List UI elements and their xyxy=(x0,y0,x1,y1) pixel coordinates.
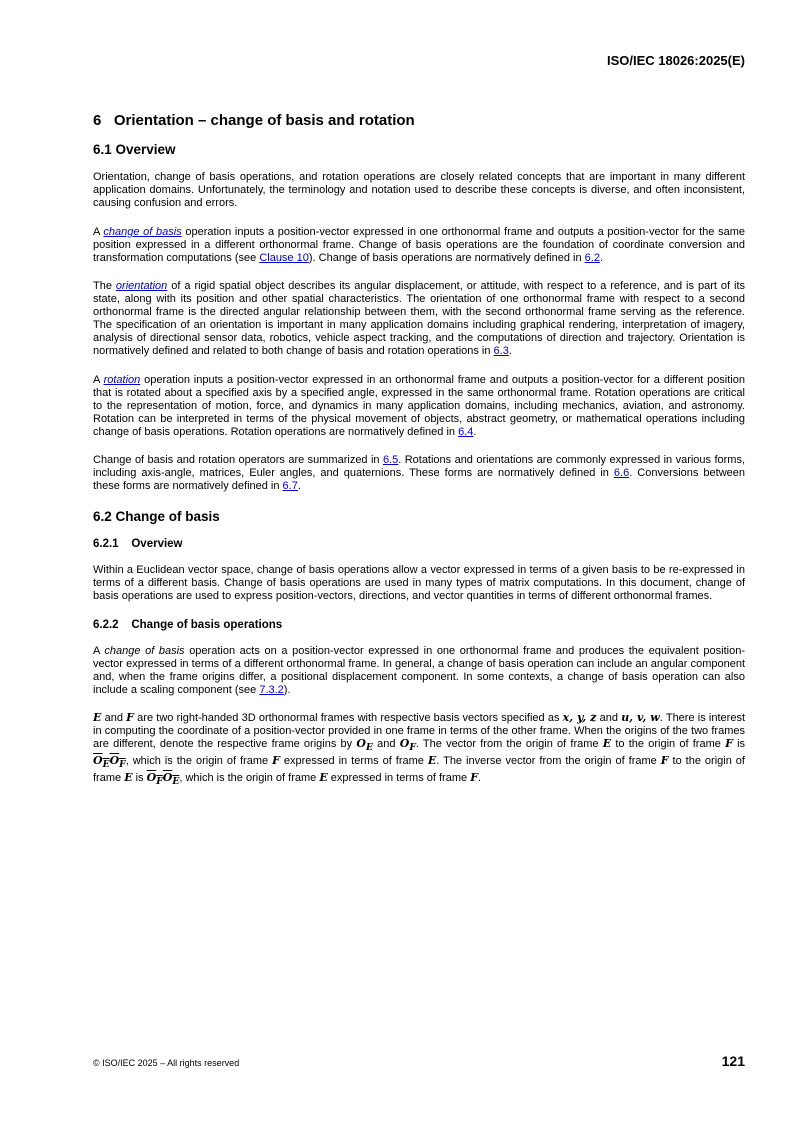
paragraph-change-of-basis: A change of basis operation inputs a position-vector expressed in one orthonormal frame and outputs a position-vector for the same position expressed in a different orthonormal frame. Change of basis operations are the foundation of coordinate conversion and transformation computations (see Clause 10). Change of basis operations are normatively defined in 6.2. xyxy=(93,225,745,264)
link-6-3[interactable]: 6.3 xyxy=(493,344,509,357)
term-link-orientation[interactable]: orientation xyxy=(115,280,168,293)
section-6-2-1-heading: 6.2.1 Overview xyxy=(93,538,183,551)
link-7-3-2[interactable]: 7.3.2 xyxy=(259,683,284,696)
link-6-4[interactable]: 6.4 xyxy=(458,425,474,438)
page-number: 121 xyxy=(721,1053,745,1069)
paragraph-summary: Change of basis and rotation operators are summarized in 6.5. Rotations and orientations are commonly expressed in various forms, including axis-angle, matrices, Euler angles, and quaternions. These forms are normatively defined in 6.6. Conversions between these forms are normatively defined in 6.7. xyxy=(93,454,745,493)
paragraph-6-2-1-overview: Within a Euclidean vector space, change of basis operations allow a vector expressed in terms of a given basis to be re-expressed in terms of a different basis. Change of basis operations are used in many types of matrix computations. In this document, change of basis operations are used to express position-vectors, directions, and vector quantities in terms of different orthonormal frames. xyxy=(93,564,745,602)
paragraph-6-1-intro: Orientation, change of basis operations, and rotation operations are closely related concepts that are important in many different application domains. Unfortunately, the terminology and notation used to describe these concepts is diverse, and often inconsistent, causing confusion and errors. xyxy=(93,171,745,209)
section-6-2-2-heading: 6.2.2 Change of basis operations xyxy=(93,618,283,631)
copyright-notice: © ISO/IEC 2025 – All rights reserved xyxy=(93,1058,240,1068)
section-6-heading: 6 Orientation – change of basis and rotation xyxy=(93,112,415,129)
paragraph-rotation: A rotation operation inputs a position-vector expressed in an orthonormal frame and outputs a position-vector for a different position that is rotated about a specified axis by a specified angle, expressed in the same orthonormal frame. Rotation operations are critical to the representation of motion, force, and dynamics in many application domains, including mechanics, aviation, and astronomy. Rotation can be interpreted in terms of the physical movement of objects, abstract geometry, or mathematical operations including change of basis operations. Rotation operations are normatively defined in 6.4. xyxy=(93,373,745,438)
paragraph-orientation: The orientation of a rigid spatial object describes its angular displacement, or attitude, with respect to a reference, and is part of its state, along with its position and other spatial characteristics. The orientation of one orthonormal frame with respect to a second orthonormal frame is the directed angular relationship between them, with the second orthonormal frame serving as the reference. The specification of an orientation is important in many application domains including graphical rendering, interpretation of imagery, analysis of directional sensor data, robotics, vehicle aspect tracking, and the computations of direction and trajectory. Orientation is normatively defined and related to both change of basis and rotation operations in 6.3. xyxy=(93,280,745,357)
link-6-2[interactable]: 6.2 xyxy=(584,251,600,264)
link-clause-10[interactable]: Clause 10 xyxy=(259,251,309,264)
term-link-rotation[interactable]: rotation xyxy=(103,373,141,386)
vector-of-oe: $O_FO_E$ xyxy=(146,771,180,788)
link-6-7[interactable]: 6.7 xyxy=(282,480,298,493)
term-link-change-of-basis[interactable]: change of basis xyxy=(103,225,182,238)
section-6-1-heading: 6.1 Overview xyxy=(93,142,176,157)
vector-oe-of: $O_EO_F$ xyxy=(93,754,126,771)
page-body xyxy=(93,112,745,806)
document-identifier: ISO/IEC 18026:2025(E) xyxy=(606,53,745,68)
paragraph-frames-e-f: E and F are two right-handed 3D orthonormal frames with respective basis vectors specified as x, y, z and u, v, w. There is interest in computing the coordinate of a position-vector provided in one frame in terms of the other frame. When the origins of the two frames are different, denote the respective frame origins by $O_E$ and $O_F$. The vector from the origin of frame E to the origin of frame F is $O_EO_F$, which is the origin of frame F expressed in terms of frame E. The inverse vector from the origin of frame F to the origin of frame E is $O_FO_E$, which is the origin of frame E expressed in terms of frame F. xyxy=(93,711,746,788)
link-6-6[interactable]: 6.6 xyxy=(613,467,630,480)
section-6-2-heading: 6.2 Change of basis xyxy=(93,509,220,525)
paragraph-change-of-basis-operations: A change of basis operation acts on a position-vector expressed in one orthonormal frame and produces the equivalent position-vector expressed in terms of a different orthonormal frame. In general, a change of basis operation can include an angular component and, when the frame origins differ, a positional displacement component. In some contexts, a change of basis operation can also include a scaling component (see 7.3.2). xyxy=(93,644,745,696)
link-6-5[interactable]: 6.5 xyxy=(382,454,399,467)
